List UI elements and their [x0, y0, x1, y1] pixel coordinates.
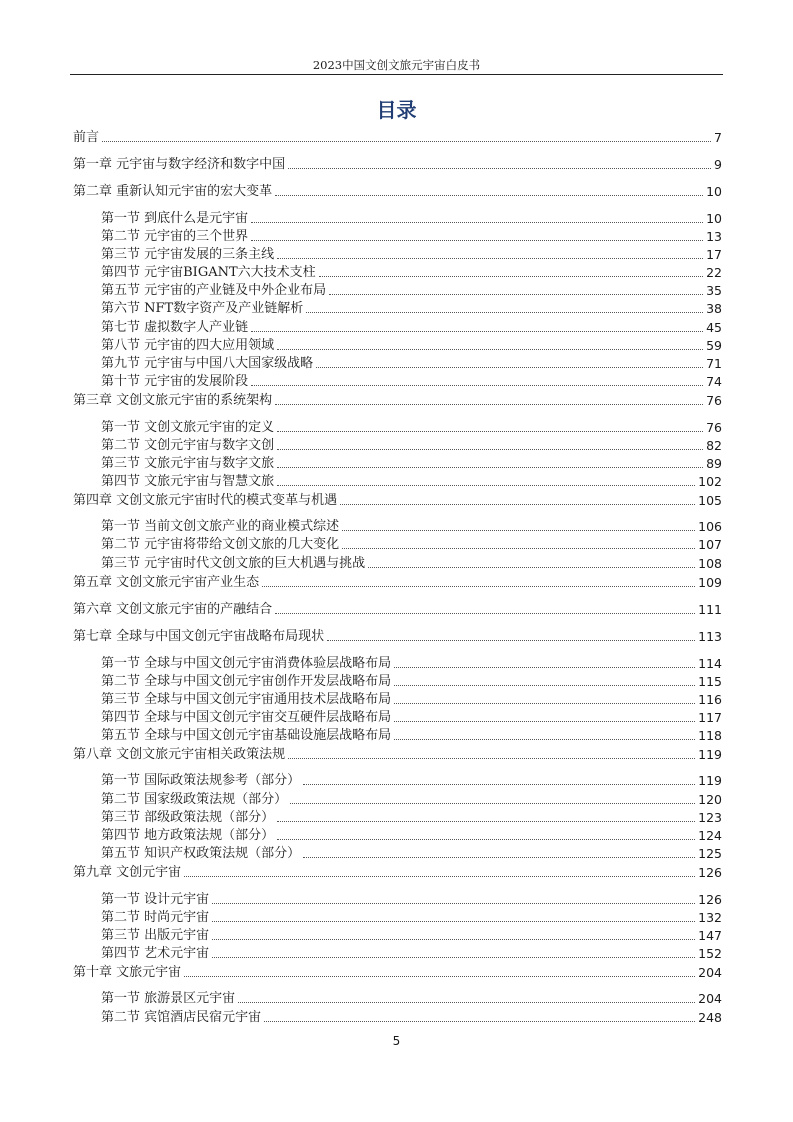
toc-section-entry[interactable] [101, 472, 722, 490]
toc-entry-page: 124 [698, 828, 722, 843]
toc-entry-title: 第八章 文创文旅元宇宙相关政策法规 [73, 747, 286, 762]
dot-leader [303, 784, 695, 785]
toc-entry-page: 107 [698, 537, 722, 552]
toc-section-entry[interactable] [101, 336, 722, 354]
toc-entry-page: 7 [714, 130, 722, 145]
toc-entry-page: 119 [698, 773, 722, 788]
toc-entry-page: 114 [698, 656, 722, 671]
toc-entry-page: 118 [698, 728, 722, 743]
toc-entry-page: 126 [698, 892, 722, 907]
toc-title: 目录 [376, 98, 417, 122]
dot-leader [394, 703, 695, 704]
toc-entry-title: 前言 [73, 130, 100, 145]
toc-section-entry[interactable] [101, 372, 722, 390]
dot-leader [340, 504, 695, 505]
dot-leader [342, 548, 695, 549]
toc-chapter-entry[interactable] [73, 745, 722, 763]
toc-chapter-entry[interactable] [73, 863, 722, 881]
toc-chapter-entry[interactable] [73, 155, 722, 173]
header-rule [70, 74, 723, 75]
toc-section-entry[interactable] [101, 1008, 722, 1026]
toc-entry-page: 147 [698, 928, 722, 943]
dot-leader [251, 240, 703, 241]
toc-entry-page: 105 [698, 493, 722, 508]
toc-entry-title: 第七章 全球与中国文创元宇宙战略布局现状 [73, 629, 325, 644]
toc-entry-page: 76 [706, 420, 722, 435]
dot-leader [277, 349, 703, 350]
toc-entry-page: 102 [698, 474, 722, 489]
toc-section-entry[interactable] [101, 726, 722, 744]
toc-entry-page: 113 [698, 629, 722, 644]
toc-entry-title: 第八节 元宇宙的四大应用领域 [101, 338, 275, 353]
dot-leader [264, 1021, 695, 1022]
toc-section-entry[interactable] [101, 690, 722, 708]
toc-section-entry[interactable] [101, 908, 722, 926]
dot-leader [275, 613, 695, 614]
toc-entry-page: 119 [698, 747, 722, 762]
toc-entry-title: 第二节 全球与中国文创元宇宙创作开发层战略布局 [101, 674, 392, 689]
toc-chapter-entry[interactable] [73, 963, 722, 981]
toc-entry-title: 第二节 文创元宇宙与数字文创 [101, 438, 275, 453]
toc-section-entry[interactable] [101, 890, 722, 908]
toc-entry-page: 123 [698, 810, 722, 825]
toc-entry-title: 第三节 全球与中国文创元宇宙通用技术层战略布局 [101, 692, 392, 707]
toc-entry-title: 第三节 文旅元宇宙与数字文旅 [101, 456, 275, 471]
toc-entry-page: 125 [698, 846, 722, 861]
toc-entry-title: 第一节 国际政策法规参考（部分） [101, 773, 301, 788]
toc-entry-title: 第十章 文旅元宇宙 [73, 965, 182, 980]
toc-section-entry[interactable] [101, 535, 722, 553]
dot-leader [394, 739, 695, 740]
toc-section-entry[interactable] [101, 926, 722, 944]
toc-section-entry[interactable] [101, 654, 722, 672]
toc-entry-page: 76 [706, 393, 722, 408]
toc-chapter-entry[interactable] [73, 600, 722, 618]
toc-section-entry[interactable] [101, 209, 722, 227]
dot-leader [368, 567, 695, 568]
dot-leader [290, 803, 695, 804]
toc-section-entry[interactable] [101, 281, 722, 299]
toc-entry-title: 第一节 到底什么是元宇宙 [101, 211, 249, 226]
dot-leader [275, 195, 703, 196]
toc-section-entry[interactable] [101, 708, 722, 726]
toc-section-entry[interactable] [101, 299, 722, 317]
toc-entry-page: 35 [706, 283, 722, 298]
toc-entry-title: 第一章 元宇宙与数字经济和数字中国 [73, 157, 286, 172]
toc-entry-title: 第三节 元宇宙时代文创文旅的巨大机遇与挑战 [101, 556, 366, 571]
toc-chapter-entry[interactable] [73, 627, 722, 645]
toc-section-entry[interactable] [101, 826, 722, 844]
toc-entry-page: 38 [706, 301, 722, 316]
toc-entry-title: 第二节 宾馆酒店民宿元宇宙 [101, 1010, 262, 1025]
toc-entry-title: 第五节 元宇宙的产业链及中外企业布局 [101, 283, 327, 298]
toc-section-entry[interactable] [101, 554, 722, 572]
toc-chapter-entry[interactable] [73, 491, 722, 509]
dot-leader [275, 404, 703, 405]
dot-leader [212, 903, 695, 904]
dot-leader [212, 921, 695, 922]
page-number: 5 [392, 1034, 401, 1048]
dot-leader [319, 276, 703, 277]
toc-entry-page: 152 [698, 946, 722, 961]
toc-entry-page: 45 [706, 320, 722, 335]
toc-section-entry[interactable] [101, 245, 722, 263]
toc-entry-page: 106 [698, 519, 722, 534]
toc-entry-page: 204 [698, 965, 722, 980]
toc-entry-title: 第九章 文创元宇宙 [73, 865, 182, 880]
toc-entry-title: 第一节 全球与中国文创元宇宙消费体验层战略布局 [101, 656, 392, 671]
toc-entry-page: 10 [706, 211, 722, 226]
dot-leader [277, 839, 695, 840]
toc-entry-page: 59 [706, 338, 722, 353]
dot-leader [262, 586, 695, 587]
toc-entry-page: 9 [714, 157, 722, 172]
dot-leader [329, 294, 703, 295]
toc-section-entry[interactable] [101, 844, 722, 862]
toc-entry-title: 第一节 当前文创文旅产业的商业模式综述 [101, 519, 340, 534]
toc-entry-page: 109 [698, 575, 722, 590]
toc-entry-page: 13 [706, 229, 722, 244]
dot-leader [212, 939, 695, 940]
toc-chapter-entry[interactable] [73, 182, 722, 200]
toc-entry-title: 第四节 地方政策法规（部分） [101, 828, 275, 843]
toc-entry-title: 第七节 虚拟数字人产业链 [101, 320, 249, 335]
toc-entry-page: 126 [698, 865, 722, 880]
toc-entry-page: 74 [706, 374, 722, 389]
toc-entry-title: 第五节 知识产权政策法规（部分） [101, 846, 301, 861]
dot-leader [277, 431, 703, 432]
toc-section-entry[interactable] [101, 263, 722, 281]
dot-leader [277, 467, 703, 468]
toc-section-entry[interactable] [101, 790, 722, 808]
toc-entry-title: 第十节 元宇宙的发展阶段 [101, 374, 249, 389]
toc-section-entry[interactable] [101, 227, 722, 245]
dot-leader [102, 141, 711, 142]
dot-leader [251, 331, 703, 332]
toc-chapter-entry[interactable] [73, 573, 722, 591]
dot-leader [394, 685, 695, 686]
toc-entry-title: 第一节 旅游景区元宇宙 [101, 991, 236, 1006]
toc-entry-title: 第二节 元宇宙的三个世界 [101, 229, 249, 244]
dot-leader [394, 667, 695, 668]
toc-entry-title: 第三节 部级政策法规（部分） [101, 810, 275, 825]
toc-entry-page: 111 [698, 602, 722, 617]
toc-entry-page: 17 [706, 247, 722, 262]
toc-entry-title: 第四节 全球与中国文创元宇宙交互硬件层战略布局 [101, 710, 392, 725]
toc-entry-page: 89 [706, 456, 722, 471]
toc-section-entry[interactable] [101, 771, 722, 789]
dot-leader [238, 1002, 695, 1003]
dot-leader [251, 385, 703, 386]
dot-leader [212, 957, 695, 958]
dot-leader [288, 758, 695, 759]
toc-entry-page: 120 [698, 792, 722, 807]
toc-entry-title: 第四节 艺术元宇宙 [101, 946, 210, 961]
dot-leader [303, 857, 695, 858]
toc-entry-page: 116 [698, 692, 722, 707]
toc-section-entry[interactable] [101, 808, 722, 826]
toc-entry-page: 108 [698, 556, 722, 571]
toc-section-entry[interactable] [101, 436, 722, 454]
toc-entry-title: 第三章 文创文旅元宇宙的系统架构 [73, 393, 273, 408]
dot-leader [306, 312, 703, 313]
toc-entry-title: 第四章 文创文旅元宇宙时代的模式变革与机遇 [73, 493, 338, 508]
toc-entry-page: 204 [698, 991, 722, 1006]
toc-chapter-entry[interactable] [73, 128, 722, 146]
toc-entry-title: 第四节 文旅元宇宙与智慧文旅 [101, 474, 275, 489]
toc-entry-title: 第一节 文创文旅元宇宙的定义 [101, 420, 275, 435]
dot-leader [316, 367, 703, 368]
toc-entry-page: 115 [698, 674, 722, 689]
toc-entry-page: 22 [706, 265, 722, 280]
dot-leader [277, 485, 695, 486]
toc-section-entry[interactable] [101, 454, 722, 472]
dot-leader [251, 222, 703, 223]
toc-entry-page: 10 [706, 184, 722, 199]
dot-leader [288, 168, 711, 169]
toc-entry-title: 第四节 元宇宙BIGANT六大技术支柱 [101, 265, 316, 280]
dot-leader [342, 530, 695, 531]
toc-section-entry[interactable] [101, 944, 722, 962]
toc-entry-title: 第六节 NFT数字资产及产业链解析 [101, 301, 304, 316]
toc-entry-title: 第九节 元宇宙与中国八大国家级战略 [101, 356, 314, 371]
toc-entry-title: 第五节 全球与中国文创元宇宙基础设施层战略布局 [101, 728, 392, 743]
dot-leader [277, 821, 695, 822]
toc-section-entry[interactable] [101, 989, 722, 1007]
toc-chapter-entry[interactable] [73, 391, 722, 409]
toc-entry-page: 82 [706, 438, 722, 453]
toc-section-entry[interactable] [101, 318, 722, 336]
toc-entry-title: 第三节 元宇宙发展的三条主线 [101, 247, 275, 262]
toc-entry-page: 132 [698, 910, 722, 925]
toc-entry-title: 第五章 文创文旅元宇宙产业生态 [73, 575, 260, 590]
running-header: 2023中国文创文旅元宇宙白皮书 [312, 58, 481, 72]
toc-entry-title: 第二节 元宇宙将带给文创文旅的几大变化 [101, 537, 340, 552]
toc-section-entry[interactable] [101, 672, 722, 690]
dot-leader [327, 640, 695, 641]
dot-leader [277, 449, 703, 450]
dot-leader [184, 876, 695, 877]
toc-entry-title: 第六章 文创文旅元宇宙的产融结合 [73, 602, 273, 617]
dot-leader [394, 721, 695, 722]
toc-entry-page: 71 [706, 356, 722, 371]
toc-section-entry[interactable] [101, 354, 722, 372]
toc-entry-title: 第二章 重新认知元宇宙的宏大变革 [73, 184, 273, 199]
toc-entry-page: 248 [698, 1010, 722, 1025]
toc-entry-title: 第二节 时尚元宇宙 [101, 910, 210, 925]
toc-entry-title: 第一节 设计元宇宙 [101, 892, 210, 907]
toc-entry-title: 第二节 国家级政策法规（部分） [101, 792, 288, 807]
toc-entry-title: 第三节 出版元宇宙 [101, 928, 210, 943]
dot-leader [184, 976, 695, 977]
dot-leader [277, 258, 703, 259]
toc-entry-page: 117 [698, 710, 722, 725]
toc-section-entry[interactable] [101, 418, 722, 436]
toc-section-entry[interactable] [101, 517, 722, 535]
